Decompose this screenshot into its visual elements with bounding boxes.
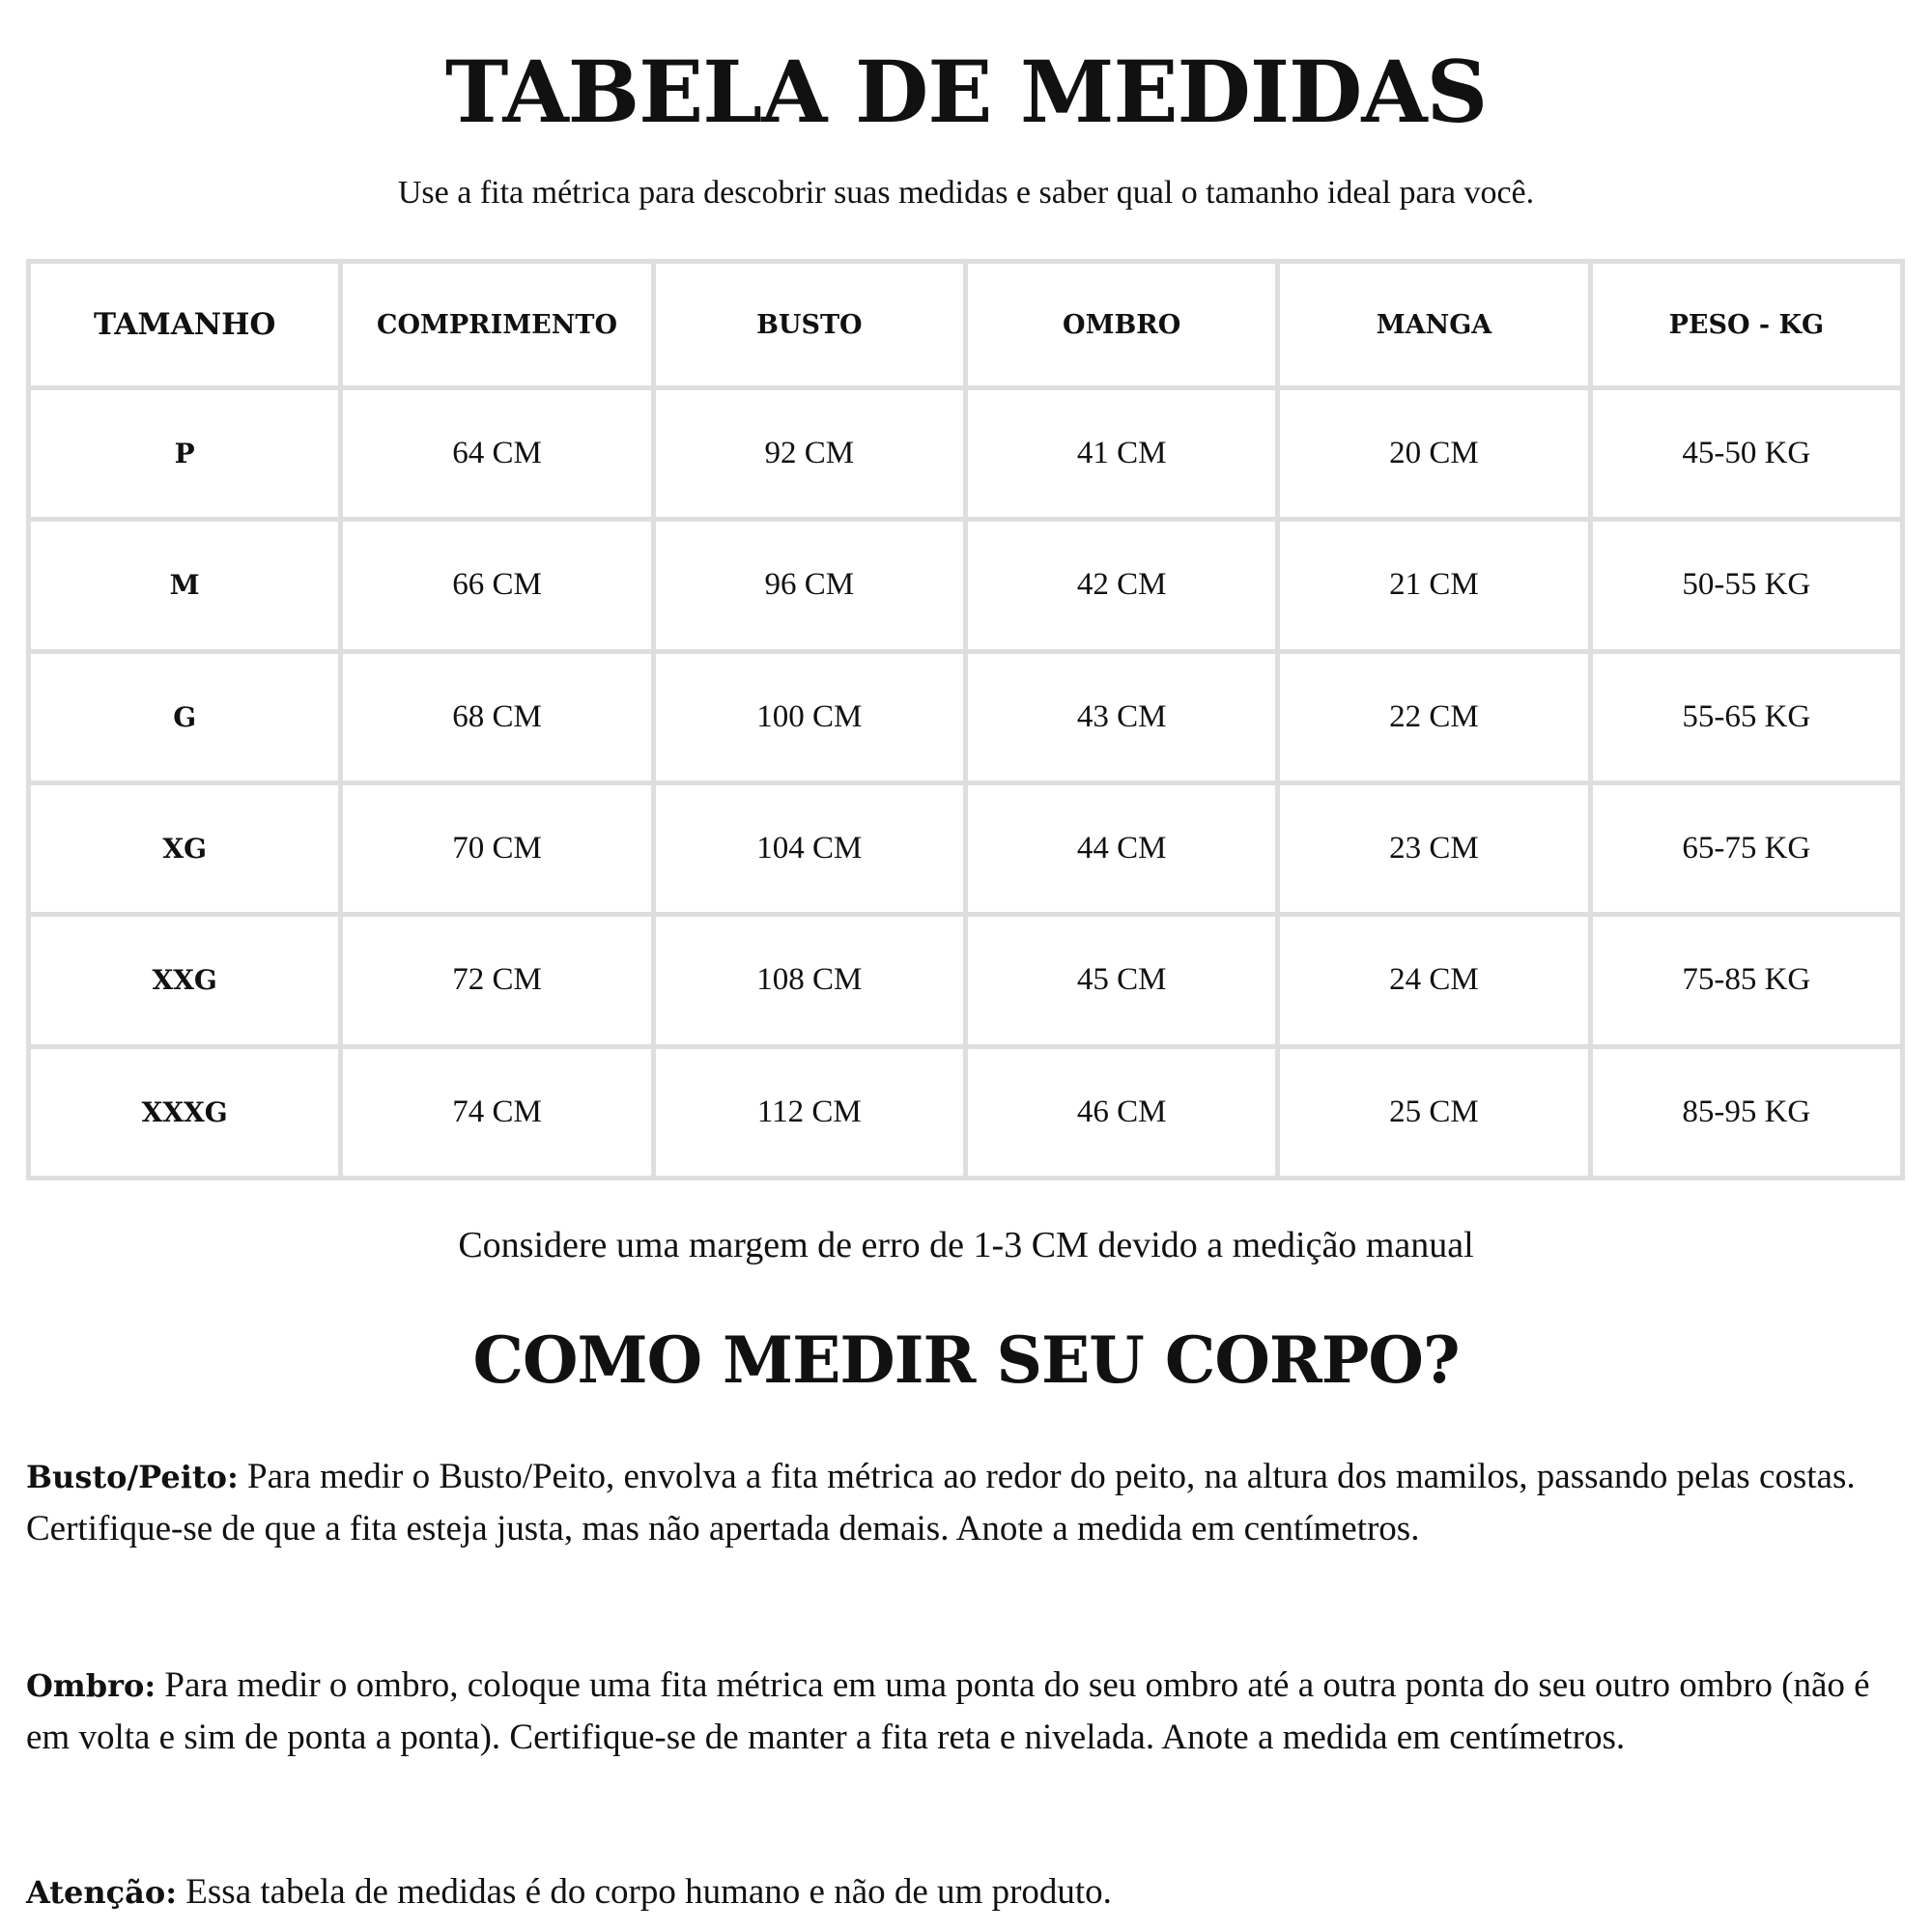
cell-ombro: 41 CM	[965, 388, 1277, 520]
page-title: TABELA DE MEDIDAS	[444, 42, 1488, 142]
table-row-g	[29, 651, 1903, 782]
instruction-ombro	[26, 1660, 1910, 1764]
instruction-text: Para medir o ombro, coloque uma fita métrica em uma ponta do seu ombro até a outra ponta do seu outro ombro (não é em volta e sim de ponta a ponta). Certifique-se de manter a fita reta e nivelada. Anote a medida em centímetros.	[26, 1665, 1870, 1757]
cell-comprimento: 70 CM	[341, 782, 653, 914]
how-to-measure-heading: COMO MEDIR SEU CORPO?	[472, 1322, 1460, 1398]
size-chart-table	[26, 259, 1905, 1180]
instruction-label: Busto/Peito:	[26, 1459, 239, 1495]
table-row-xxxg	[29, 1046, 1903, 1178]
cell-busto: 100 CM	[653, 651, 965, 782]
cell-comprimento: 64 CM	[341, 388, 653, 520]
instruction-atencao	[26, 1866, 1910, 1918]
cell-ombro: 46 CM	[965, 1046, 1277, 1178]
column-header-peso: PESO - KG	[1590, 262, 1902, 388]
column-header-busto: BUSTO	[653, 262, 965, 388]
size-label: XXG	[29, 915, 341, 1046]
cell-comprimento: 74 CM	[341, 1046, 653, 1178]
cell-busto: 112 CM	[653, 1046, 965, 1178]
column-header-comprimento: COMPRIMENTO	[341, 262, 653, 388]
table-row-p	[29, 388, 1903, 520]
instruction-text: Para medir o Busto/Peito, envolva a fita métrica ao redor do peito, na altura dos mamilos, passando pelas costas. Certifique-se de que a fita esteja justa, mas não apertada demais. Anote a medida em centímetros.	[26, 1457, 1856, 1548]
size-label: G	[29, 651, 341, 782]
instruction-label: Ombro:	[26, 1667, 156, 1704]
size-label: M	[29, 520, 341, 651]
column-header-tamanho: TAMANHO	[29, 262, 341, 388]
instruction-busto	[26, 1451, 1910, 1555]
cell-comprimento: 68 CM	[341, 651, 653, 782]
cell-ombro: 44 CM	[965, 782, 1277, 914]
cell-peso: 55-65 KG	[1590, 651, 1902, 782]
cell-manga: 23 CM	[1278, 782, 1590, 914]
cell-peso: 85-95 KG	[1590, 1046, 1902, 1178]
cell-ombro: 45 CM	[965, 915, 1277, 1046]
column-header-ombro: OMBRO	[965, 262, 1277, 388]
cell-manga: 22 CM	[1278, 651, 1590, 782]
cell-manga: 21 CM	[1278, 520, 1590, 651]
cell-busto: 92 CM	[653, 388, 965, 520]
table-row-xg	[29, 782, 1903, 914]
size-label: XG	[29, 782, 341, 914]
cell-manga: 25 CM	[1278, 1046, 1590, 1178]
margin-of-error-note: Considere uma margem de erro de 1-3 CM devido a medição manual	[458, 1225, 1474, 1265]
page-subtitle: Use a fita métrica para descobrir suas medidas e saber qual o tamanho ideal para você.	[397, 175, 1535, 211]
table-row-m	[29, 520, 1903, 651]
cell-comprimento: 72 CM	[341, 915, 653, 1046]
cell-busto: 108 CM	[653, 915, 965, 1046]
cell-comprimento: 66 CM	[341, 520, 653, 651]
size-label: P	[29, 388, 341, 520]
cell-ombro: 42 CM	[965, 520, 1277, 651]
instruction-text: Essa tabela de medidas é do corpo humano e não de um produto.	[177, 1872, 1112, 1912]
table-header-row	[29, 262, 1903, 388]
table-row-xxg	[29, 915, 1903, 1046]
cell-peso: 50-55 KG	[1590, 520, 1902, 651]
cell-peso: 75-85 KG	[1590, 915, 1902, 1046]
cell-peso: 65-75 KG	[1590, 782, 1902, 914]
size-label: XXXG	[29, 1046, 341, 1178]
column-header-manga: MANGA	[1278, 262, 1590, 388]
cell-busto: 104 CM	[653, 782, 965, 914]
cell-busto: 96 CM	[653, 520, 965, 651]
cell-manga: 24 CM	[1278, 915, 1590, 1046]
cell-manga: 20 CM	[1278, 388, 1590, 520]
cell-peso: 45-50 KG	[1590, 388, 1902, 520]
cell-ombro: 43 CM	[965, 651, 1277, 782]
instruction-label: Atenção:	[26, 1874, 178, 1911]
